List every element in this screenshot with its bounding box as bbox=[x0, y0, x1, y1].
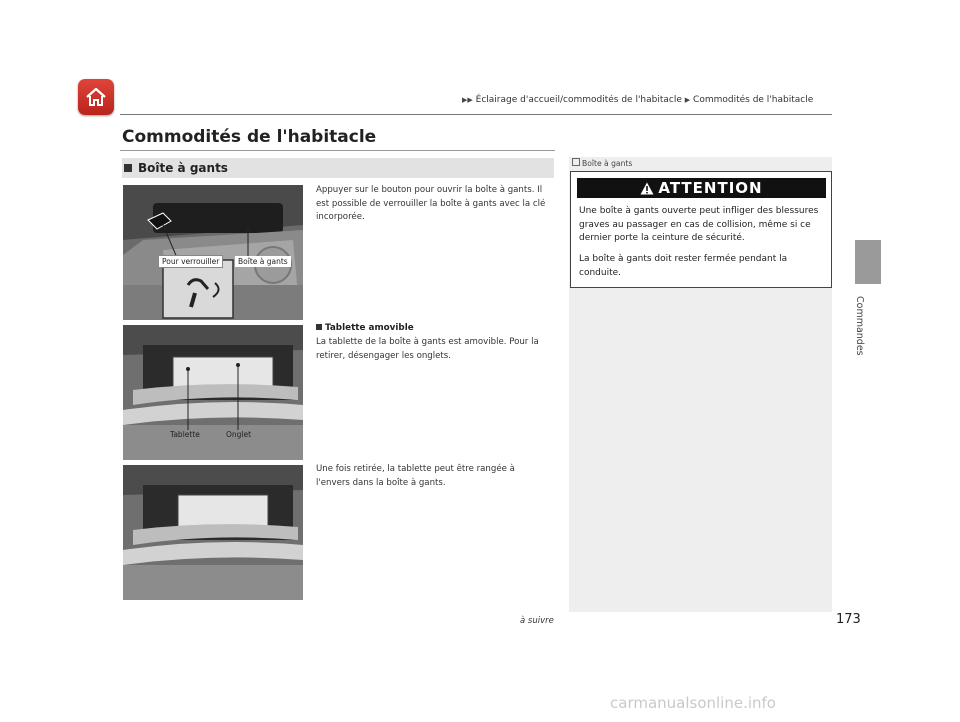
section-title: Boîte à gants bbox=[138, 161, 228, 175]
square-bullet-icon bbox=[124, 164, 132, 172]
warning-title: ATTENTION bbox=[658, 179, 763, 197]
warning-header bbox=[577, 178, 826, 198]
title-divider bbox=[120, 150, 555, 151]
callout-tablette: Tablette bbox=[170, 430, 200, 439]
page-title: Commodités de l'habitacle bbox=[122, 127, 377, 147]
storage-paragraph: Une fois retirée, la tablette peut être rangée à l'envers dans la boîte à gants. bbox=[316, 464, 515, 488]
warning-paragraph-1: Une boîte à gants ouverte peut infliger des blessures graves au passager en cas de collision, même si ce dernier porte la ceinture de sécurité. bbox=[579, 206, 819, 243]
warning-box bbox=[570, 171, 832, 288]
shelf-figure bbox=[123, 325, 303, 460]
subsection-heading bbox=[316, 323, 414, 333]
section-header bbox=[122, 158, 554, 178]
home-button[interactable] bbox=[78, 79, 114, 115]
header-divider bbox=[120, 114, 832, 115]
glove-box-illustration bbox=[123, 185, 303, 320]
breadcrumb-arrow-icon: ▶ bbox=[684, 96, 691, 104]
breadcrumb-arrow-icon: ▶▶ bbox=[462, 96, 473, 104]
breadcrumb-item-2[interactable]: Commodités de l'habitacle bbox=[693, 95, 814, 105]
subsection-title: Tablette amovible bbox=[325, 323, 414, 333]
subsection-paragraph: La tablette de la boîte à gants est amovible. Pour la retirer, désengager les onglets. bbox=[316, 337, 539, 361]
shelf-stored-illustration bbox=[123, 465, 303, 600]
intro-paragraph: Appuyer sur le bouton pour ouvrir la boîte à gants. Il est possible de verrouiller la boîte à gants avec la clé incorporée. bbox=[316, 185, 546, 222]
square-bullet-icon bbox=[316, 324, 322, 330]
shelf-stored-figure bbox=[123, 465, 303, 600]
note-marker-icon bbox=[572, 158, 580, 166]
home-icon bbox=[84, 86, 108, 108]
shelf-illustration bbox=[123, 325, 303, 460]
warning-triangle-icon bbox=[640, 182, 654, 195]
callout-pour-verrouiller: Pour verrouiller bbox=[158, 255, 223, 268]
chapter-tab[interactable] bbox=[855, 240, 881, 284]
callout-onglet: Onglet bbox=[226, 430, 252, 439]
breadcrumb-item-1[interactable]: Éclairage d'accueil/commodités de l'habitacle bbox=[475, 95, 682, 105]
note-label-text: Boîte à gants bbox=[582, 159, 633, 168]
continued-label: à suivre bbox=[520, 616, 554, 626]
warning-paragraph-2: La boîte à gants doit rester fermée pendant la conduite. bbox=[579, 254, 788, 278]
page-number: 173 bbox=[836, 612, 861, 627]
glove-box-figure bbox=[123, 185, 303, 320]
chapter-label: Commandes bbox=[854, 296, 865, 356]
callout-boite-a-gants: Boîte à gants bbox=[235, 256, 291, 267]
note-label bbox=[572, 158, 632, 168]
breadcrumb bbox=[462, 95, 813, 105]
watermark: carmanualsonline.info bbox=[610, 694, 776, 712]
